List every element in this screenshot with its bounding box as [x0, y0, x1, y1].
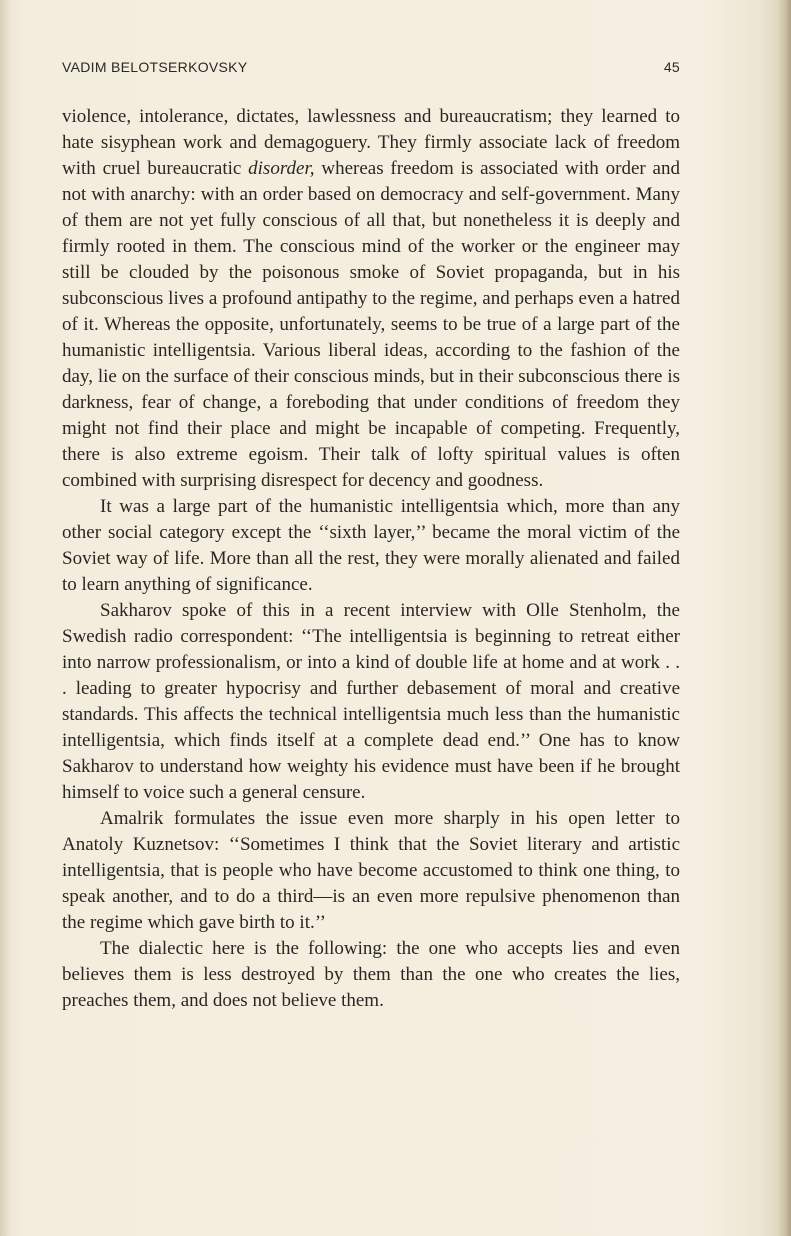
paragraph-2: It was a large part of the humanistic intelligentsia which, more than any other social category except the ‘‘sixth layer,’’ became the moral victim of the Soviet way of life. More than all the rest, they were morally alienated and failed to learn anything of significance. — [62, 496, 680, 595]
paragraph-1 — [62, 104, 680, 494]
paragraph-1-text-start: violence, intolerance, dictates, lawlessness and bureaucratism; they learned to hate sisyphean work and demagoguery. They firmly associate lack of freedom with cruel bureaucratic — [62, 106, 680, 179]
page-edge-shadow — [777, 0, 791, 1236]
paragraph-3: Sakharov spoke of this in a recent interview with Olle Stenholm, the Swedish radio correspondent: ‘‘The intelligentsia is beginning to retreat either into narrow professionalism, or into a kind of double life at home and at work . . . leading to greater hypocrisy and further debasement of moral and creative standards. This affects the technical intelligentsia much less than the humanistic intelligentsia, which finds itself at a complete dead end.’’ One has to know Sakharov to understand how weighty his evidence must have been if he brought himself to voice such a general censure. — [62, 600, 680, 803]
paragraph-1-emphasis: disorder, — [248, 158, 315, 179]
gutter-shadow — [0, 0, 10, 1236]
paragraph-5: The dialectic here is the following: the one who accepts lies and even believes them is less destroyed by them than the one who creates the lies, preaches them, and does not believe them. — [62, 938, 680, 1011]
page-number: 45 — [663, 59, 680, 75]
running-head — [62, 59, 680, 79]
body-text — [62, 104, 680, 1014]
paragraph-4: Amalrik formulates the issue even more sharply in his open letter to Anatoly Kuznetsov: ‘‘Sometimes I think that the Soviet literary and artistic intelligentsia, that is people who have become accustomed to think one thing, to speak another, and to do a third—is an even more repulsive phenomenon than the regime which gave birth to it.’’ — [62, 808, 680, 933]
running-head-title: VADIM BELOTSERKOVSKY — [62, 59, 248, 75]
paragraph-1-text-end: whereas freedom is associated with order and not with anarchy: with an order based on democracy and self-government. Many of them are not yet fully conscious of all that, but nonetheless it is deeply and firmly rooted in them. The conscious mind of the worker or the engineer may still be clouded by the poisonous smoke of Soviet propaganda, but in his subconscious lives a profound antipathy to the regime, and perhaps even a hatred of it. Whereas the opposite, unfortunately, seems to be true of a large part of the humanistic intelligentsia. Various liberal ideas, according to the fashion of the day, lie on the surface of their conscious minds, but in their subconscious there is darkness, fear of change, a foreboding that under conditions of freedom they might not find their place and might be incapable of competing. Frequently, there is also extreme egoism. Their talk of lofty spiritual values is often combined with surprising disrespect for decency and goodness. — [62, 158, 680, 491]
